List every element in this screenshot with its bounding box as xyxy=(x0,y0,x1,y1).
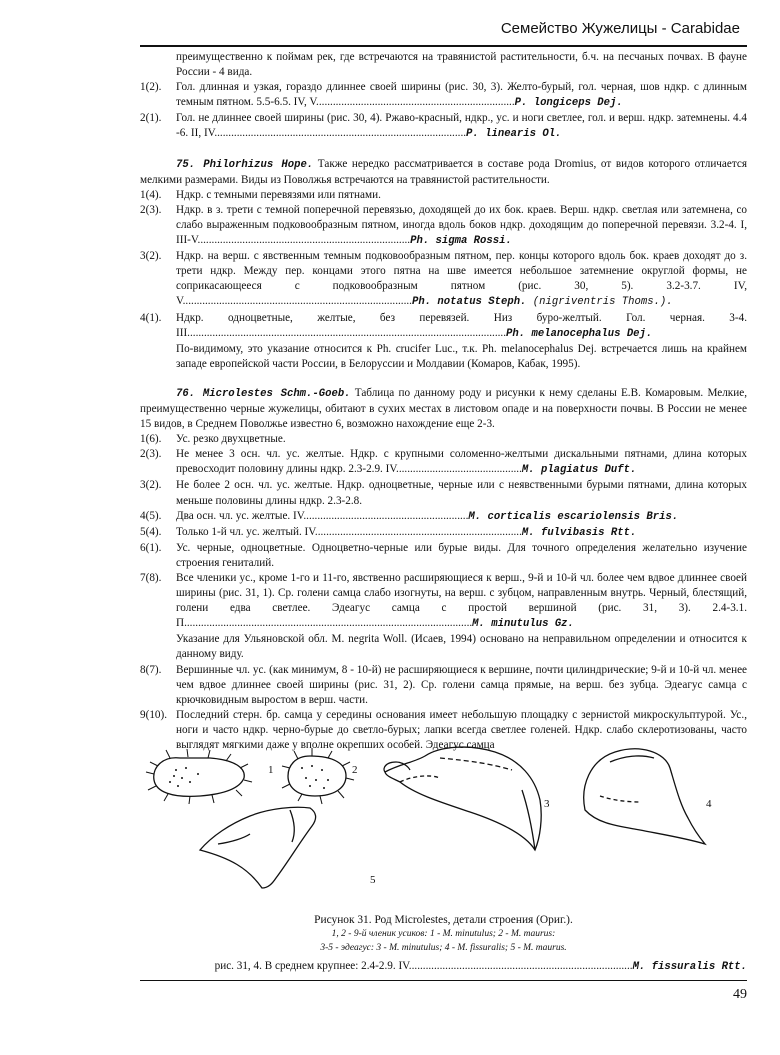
couplet-text: Не менее 3 осн. чл. ус. желтые. Ндкр. с крупными соломенно-желтыми дискальными пятнами, длина которых превосходит половину длины ндкр. 2.3-2.9. IV............................................. xyxy=(176,448,747,476)
figure-label-3: 3 xyxy=(544,798,550,810)
taxon-name: P. linearis Ol. xyxy=(466,128,562,141)
key-couplet xyxy=(140,311,747,342)
couplet-text: Все членики ус., кроме 1-го и 11-го, явственно расширяющиеся к верш., 9-й и 10-й чл. более чем вдвое длиннее своей ширины (рис. 31, 1). Ср. голени самца слабо изогнуты, на верш. с зубцом, направленным внутрь. Черный, блестящий, голени едва светлее. Эдеагус самца с простой вершиной (рис. 31, 3). 2.4-3.1. П....................................................................................................... xyxy=(176,572,747,630)
note-paragraph xyxy=(140,50,747,80)
couplet-text: Ндкр. на верш. с явственным темным подковообразным пятном, пер. концы которого вдоль бок. краев доходят до з. трети ндкр. Между пер. концами этого пятна на шве имеется небольшое затемнение округлой формы, не соприкасающееся с подковообразным пятном (рис. 30, 5). 3.2-3.7. IV, V.................................................................................. xyxy=(176,250,747,308)
figure-label-5: 5 xyxy=(370,874,376,886)
note-text: По-видимому, это указание относится к Ph. crucifer Luc., т.к. Ph. melanocephalus Dej. встречается лишь на крайнем западе европейской части России, в Белоруссии и Молдавии (Комаров, Кабак, 1995). xyxy=(176,342,747,370)
fig-3-aedeagus xyxy=(385,747,541,850)
couplet-text: Последний стерн. бр. самца у середины основания имеет небольшую площадку с зернистой микроскульптурой. Ус., ноги и часто ндкр. черно-бурые до светло-бурых; лапки всегда светлее голеней. Ндкр. слабо склеротизованы, часто выглядят мягкими даже у вполне окрепших особей. Эдеагус самца xyxy=(176,708,747,752)
couplet-number: 7(8). xyxy=(140,572,162,584)
couplet-number: 2(1). xyxy=(140,112,162,125)
genus-description: Таблица по данному роду и рисунки к нему сделаны Е.В. Комаровым. Мелкие, преимущественно черные жужелицы, обитают в сухих местах в листовом опаде и на поверхности почвы. В России не менее 15 видов, в Среднем Поволжье известно 6, возможно нахождение еще 2-3. xyxy=(140,386,747,431)
couplet-number: 3(2). xyxy=(140,479,162,492)
couplet-text: Два осн. чл. ус. желтые. IV........................................................... xyxy=(176,509,469,522)
figure-31 xyxy=(140,738,747,913)
taxon-name: Ph. melanocephalus Dej. xyxy=(506,327,653,340)
taxon-synonym: (nigriventris Thoms.). xyxy=(526,296,673,309)
couplet-number: 2(3). xyxy=(140,448,162,461)
couplet-text: Ус. черные, одноцветные. Одноцветно-черные или бурые виды. Для точного определения желательно изучение строения гениталий. xyxy=(176,541,747,569)
fig-1-antenna-segment xyxy=(154,758,244,797)
running-header: Семейство Жужелицы - Carabidae xyxy=(500,20,740,37)
key-couplet xyxy=(140,478,747,508)
note-paragraph xyxy=(140,632,747,662)
couplet-text: Только 1-й чл. ус. желтый. IV.......................................................................... xyxy=(176,525,522,538)
key-continuation-line xyxy=(140,960,747,973)
figure-label-1: 1 xyxy=(268,764,274,776)
genus-description: Также нередко рассматривается в составе рода Dromius, от видов которого отличается мелкими размерами. Виды из Поволжья встречаются на травянистой растительности. xyxy=(140,157,748,186)
figure-label-2: 2 xyxy=(352,764,358,776)
note-text: Указание для Ульяновской обл. M. negrita Woll. (Исаев, 1994) основано на неправильном определении и относится к данному виду. xyxy=(176,633,747,661)
couplet-number: 6(1). xyxy=(140,541,162,554)
couplet-number: 4(1). xyxy=(140,311,162,324)
couplet-number: 5(4). xyxy=(140,525,162,538)
taxon-name: Ph. notatus Steph. xyxy=(411,296,527,309)
taxon-name: M. plagiatus Duft. xyxy=(521,464,637,477)
couplet-text: Гол. не длиннее своей ширины (рис. 30, 4). Ржаво-красный, ндкр., ус. и ноги светлее, гол. и верш. ндкр. затемнены. 4.4 -6. II, IV.......................................................................................... xyxy=(176,112,747,140)
footer-rule xyxy=(140,980,747,981)
couplet-number: 4(5). xyxy=(140,509,162,522)
key-couplet xyxy=(140,80,747,111)
couplet-text: Не более 2 осн. чл. ус. желтые. Ндкр. одноцветные, черные или с неявственными бурыми пятнами, длина которых меньше половины длины ндкр. 2.3-2.8. xyxy=(176,479,747,507)
couplet-number: 2(3). xyxy=(140,203,162,216)
key-couplet xyxy=(140,203,747,249)
figure-label-4: 4 xyxy=(706,798,712,810)
couplet-text: Ндкр. в з. трети с темной поперечной перевязью, доходящей до их бок. краев. Верш. ндкр. светлая или затемнена, со слабо выраженным подковообразным пятном, иногда вдоль боков ндкр. доходящим до поперечной перевязи. 3.2-4. I, III-V............................................................................ xyxy=(176,203,747,247)
taxon-name: M. corticalis escariolensis Bris. xyxy=(468,510,679,523)
genus-heading: 75. Philorhizus Hope. xyxy=(176,158,314,171)
taxon-name: Ph. sigma Rossi. xyxy=(410,235,512,248)
note-paragraph xyxy=(140,342,747,372)
key-couplet xyxy=(140,111,747,142)
caption-line-2: 3-5 - эдеагус: 3 - M. minutulus; 4 - M. fissuralis; 5 - M. maurus. xyxy=(320,943,567,953)
couplet-text: Ндкр. с темными перевязями или пятнами. xyxy=(176,188,381,201)
couplet-number: 1(6). xyxy=(140,433,162,446)
key-couplet xyxy=(140,249,747,310)
couplet-text: Вершинные чл. ус. (как минимум, 8 - 10-й) не расширяющиеся к вершине, почти цилиндрические; 9-й и 10-й чл. менее чем вдвое длиннее своей ширины (рис. 31, 2). Ср. голени самца прямые, на верш. без зубца. Эдеагус самца с крючковидным выростом в верш. части. xyxy=(176,663,747,706)
header-rule xyxy=(140,45,747,47)
page-number: 49 xyxy=(733,987,747,1002)
key-couplet xyxy=(140,571,747,632)
couplet-number: 3(2). xyxy=(140,250,162,263)
couplet-text: Ндкр. одноцветные, желтые, без перевязей. Низ буро-желтый. Гол. черная. 3-4. III.................................................................................................................. xyxy=(176,311,747,339)
couplet-number: 8(7). xyxy=(140,663,162,676)
couplet-text: Гол. длинная и узкая, гораздо длиннее своей ширины (рис. 30, 3). Желто-бурый, гол. черная, шов ндкр. с длинным темным пятном. 5.5-6.5. IV, V....................................................................... xyxy=(176,81,747,109)
caption-title: Рисунок 31. Род Microlestes, детали строения (Ориг.). xyxy=(314,914,573,926)
taxon-name: P. longiceps Dej. xyxy=(514,97,623,110)
key-couplet xyxy=(140,541,747,571)
note-text: преимущественно к поймам рек, где встречаются на травянистой растительности, б.ч. на песчаных почвах. В фауне России - 4 вида. xyxy=(176,51,747,79)
figure-caption xyxy=(140,913,747,955)
body-text xyxy=(140,50,747,753)
figure-31-drawing xyxy=(140,738,747,913)
key-couplet xyxy=(140,432,747,447)
key-couplet xyxy=(140,525,747,541)
taxon-name: M. fissuralis Rtt. xyxy=(632,961,747,973)
key-couplet xyxy=(140,663,747,708)
key-couplet xyxy=(140,447,747,478)
couplet-number: 1(2). xyxy=(140,81,162,94)
key-couplet xyxy=(140,188,747,203)
caption-line-1: 1, 2 - 9-й членик усиков: 1 - M. minutulus; 2 - M. maurus: xyxy=(331,929,556,939)
genus-section xyxy=(140,157,747,188)
key-couplet xyxy=(140,509,747,525)
fig-5-aedeagus xyxy=(200,807,316,888)
couplet-text: Ус. резко двухцветные. xyxy=(176,433,286,446)
taxon-name: M. minutulus Gz. xyxy=(472,618,574,631)
genus-section xyxy=(140,386,747,432)
taxon-name: M. fulvibasis Rtt. xyxy=(521,526,637,539)
genus-heading: 76. Microlestes Schm.-Goeb. xyxy=(176,387,351,400)
couplet-number: 9(10). xyxy=(140,708,168,721)
paragraph-gap xyxy=(140,372,747,386)
paragraph-gap xyxy=(140,143,747,157)
key-continuation-text: рис. 31, 4. В среднем крупнее: 2.4-2.9. IV................................................................................ xyxy=(214,960,633,972)
couplet-number: 1(4). xyxy=(140,188,162,201)
fig-2-antenna-segment xyxy=(288,756,346,796)
